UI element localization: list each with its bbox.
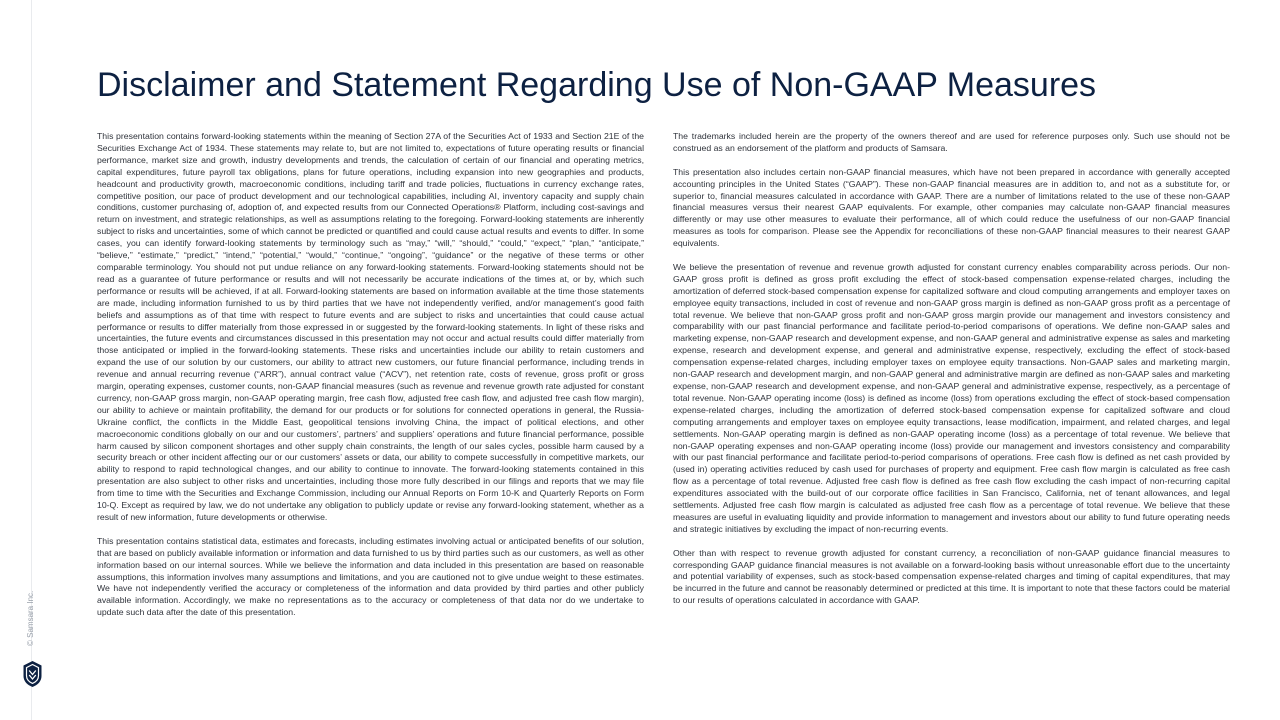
copyright-text: © Samsara Inc.: [26, 590, 35, 646]
statistical-data-paragraph: This presentation contains statistical data, estimates and forecasts, including estimates involving actual or anticipated benefits of our solution, that are based on publicly available information or information and data furnished to us by third parties such as our customers, as well as other information based on our internal sources. While we believe the information and data included in this presentation are based on reasonable assumptions, this information involves many assumptions and limitations, and you are cautioned not to give undue weight to these estimates. We have not independently verified the accuracy or completeness of the information and data provided by third parties and other publicly available information. Accordingly, we make no representations as to the accuracy or completeness of that data nor do we undertake to update such data after the date of this presentation.: [97, 535, 644, 618]
trademarks-paragraph: The trademarks included herein are the property of the owners thereof and are used for reference purposes only. Such use should not be construed as an endorsement of the platform and products of Samsara.: [673, 131, 1230, 153]
right-column: [673, 131, 1230, 607]
non-gaap-intro-paragraph: This presentation also includes certain non-GAAP financial measures, which have not been prepared in accordance with generally accepted accounting principles in the United States (“GAAP”). These non-GAAP financial measures are in addition to, and not as a substitute for, or superior to, financial measures calculated in accordance with GAAP. There are a number of limitations related to the use of these non-GAAP financial measures versus their nearest GAAP equivalents. For example, other companies may calculate non-GAAP financial measures differently or may use other measures to evaluate their performance, all of which could reduce the usefulness of our non-GAAP financial measures as tools for comparison. Please see the Appendix for reconciliations of these non-GAAP financial measures to their nearest GAAP equivalents.: [673, 166, 1230, 249]
left-column: [97, 131, 644, 619]
non-gaap-definitions-paragraph: We believe the presentation of revenue and revenue growth adjusted for constant currency enables comparability across periods. Our non-GAAP gross profit is defined as gross profit excluding the effect of stock-based compensation expense-related charges, including the amortization of deferred stock-based compensation expense for capitalized software and cloud computing arrangements and employer taxes on employee equity transactions, included in cost of revenue and non-GAAP gross margin is defined as non-GAAP gross profit as a percentage of total revenue. We believe that non-GAAP gross profit and non-GAAP gross margin provide our management and investors consistency and comparability with our past financial performance and facilitate period-to-period comparisons of operations. We define non-GAAP sales and marketing expense, non-GAAP research and development expense, and non-GAAP general and administrative expense as sales and marketing expense, research and development expense, and general and administrative expense, respectively, excluding the effect of stock-based compensation expense-related charges, including employer taxes on employee equity transactions. Non-GAAP sales and marketing margin, non-GAAP research and development margin, and non-GAAP general and administrative margin are defined as non-GAAP sales and marketing expense, non-GAAP research and development expense, and non-GAAP general and administrative expense, respectively, as a percentage of total revenue. Non-GAAP operating income (loss) is defined as income (loss) from operations excluding the effect of stock-based compensation expense-related charges, including the amortization of deferred stock-based compensation expense for capitalized software and cloud computing arrangements and employer taxes on employee equity transactions, lease modification, impairment, and related charges, and legal settlements. Non-GAAP operating margin is defined as non-GAAP operating income (loss) as a percentage of total revenue. We believe that non-GAAP operating expenses and non-GAAP operating income (loss) provide our management and investors consistency and comparability with our past financial performance and facilitate period-to-period comparisons of operations. Free cash flow is defined as net cash provided by (used in) operating activities reduced by cash used for purchases of property and equipment. Free cash flow margin is calculated as free cash flow as a percentage of total revenue. Adjusted free cash flow is defined as free cash flow excluding the cash impact of non-recurring capital expenditures associated with the build-out of our corporate office facilities in San Francisco, California, net of tenant allowances, and legal settlements. Adjusted free cash flow margin is calculated as adjusted free cash flow as a percentage of total revenue. We believe that these measures are useful in evaluating liquidity and provide information to management and investors about our ability to fund future operating needs and strategic initiatives by excluding the impact of non-recurring events.: [673, 261, 1230, 534]
page-title: Disclaimer and Statement Regarding Use of Non-GAAP Measures: [97, 66, 1097, 104]
forward-looking-paragraph: This presentation contains forward-looking statements within the meaning of Section 27A of the Securities Act of 1933 and Section 21E of the Securities Exchange Act of 1934. These statements may relate to, but are not limited to, expectations of future operating results or financial performance, market size and growth, industry developments and trends, the calculation of certain of our financial and operating metrics, capital expenditures, future payroll tax obligations, plans for future operations, including expansion into new geographies and products, headcount and productivity growth, macroeconomic conditions, including tariff and trade policies, fluctuations in currency exchange rates, competitive position, our pace of product development and our technological capabilities, including AI, inventory capacity and supply chain conditions, customer purchasing of, adoption of, and expected results from our Connected Operations® Platform, including cost-savings and return on investment, and strategic relationships, as well as assumptions relating to the foregoing. Forward-looking statements are inherently subject to risks and uncertainties, some of which cannot be predicted or quantified and could cause actual results and events to differ. In some cases, you can identify forward-looking statements by terminology such as “may,” “will,” “should,” “could,” “expect,” “plan,” “anticipate,” “believe,” “estimate,” “predict,” “intend,” “potential,” “would,” “continue,” “ongoing”, “guidance” or the negative of these terms or other comparable terminology. You should not put undue reliance on any forward-looking statements. Forward-looking statements should not be read as a guarantee of future performance or results and will not necessarily be accurate indications of the times at, or by, which such performance or results will be achieved, if at all. Forward-looking statements are based on information available at the time those statements are made, including information furnished to us by third parties that we have not independently verified, and/or management’s good faith beliefs and assumptions as of that time with respect to future events and are subject to risks and uncertainties that could cause actual performance or results to differ materially from those expressed in or suggested by the forward-looking statements. In light of these risks and uncertainties, the future events and circumstances discussed in this presentation may not occur and actual results could differ materially from those anticipated or implied in the forward-looking statements. These risks and uncertainties include our ability to retain customers and expand the use of our solution by our customers, our ability to attract new customers, our future financial performance, including trends in revenue and annual recurring revenue (“ARR”), annual contract value (“ACV”), net retention rate, costs of revenue, gross profit or gross margin, operating expenses, customer counts, non-GAAP financial measures (such as revenue and revenue growth rate adjusted for constant currency, non-GAAP gross margin, non-GAAP operating margin, free cash flow, adjusted free cash flow, and adjusted free cash flow margin), our ability to achieve or maintain profitability, the demand for our products or for solutions for connected operations in general, the Russia-Ukraine conflict, the conflicts in the Middle East, geopolitical tensions involving China, the impact of political elections, and other macroeconomic conditions globally on our and our customers’, partners’ and suppliers’ operations and future financial performance, possible harm caused by silicon component shortages and other supply chain constraints, the length of our sales cycles, possible harm caused by a security breach or other incident affecting our or our customers’ assets or data, our ability to compete successfully in competitive markets, our ability to respond to rapid technological changes, and our ability to continue to innovate. The forward-looking statements contained in this presentation are also subject to other risks and uncertainties, including those more fully described in our filings and reports that we may file from time to time with the Securities and Exchange Commission, including our Annual Reports on Form 10-K and Quarterly Reports on Form 10-Q. Except as required by law, we do not undertake any obligation to publicly update or revise any forward-looking statement, whether as a result of new information, future developments or otherwise.: [97, 131, 644, 522]
reconciliation-paragraph: Other than with respect to revenue growth adjusted for constant currency, a reconciliation of non-GAAP guidance financial measures to corresponding GAAP guidance financial measures is not available on a forward-looking basis without unreasonable effort due to the uncertainty and potential variability of expenses, such as stock-based compensation expense-related charges and timing of capital expenditures, that may be incurred in the future and cannot be reasonably determined or predicted at this time. It is important to note that these factors could be material to our results of operations calculated in accordance with GAAP.: [673, 547, 1230, 606]
samsara-logo-icon: [22, 660, 43, 688]
